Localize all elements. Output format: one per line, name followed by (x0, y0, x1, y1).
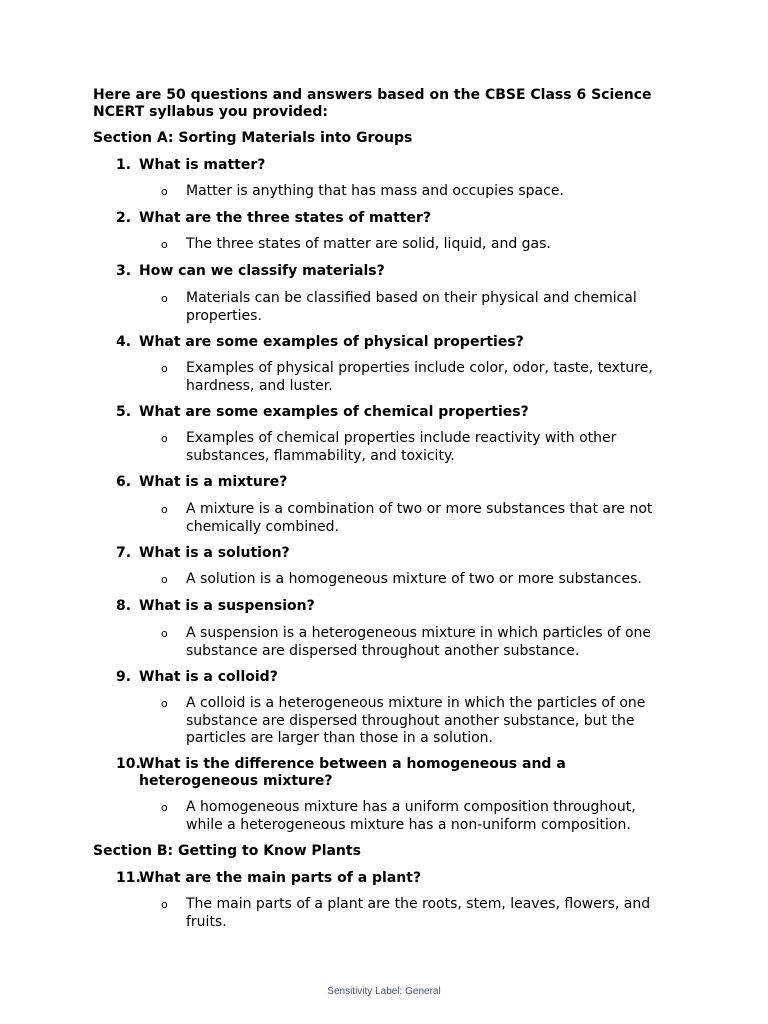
answer-text: The main parts of a plant are the roots, stem, leaves, flowers, and fruits. (186, 896, 651, 930)
answer-text: Matter is anything that has mass and occupies space. (186, 183, 564, 199)
bullet-icon: o (161, 362, 168, 375)
section-heading-b: Section B: Getting to Know Plants (93, 843, 361, 859)
answer-text: A solution is a homogeneous mixture of two or more substances. (186, 571, 642, 587)
question-number: 5. (116, 404, 132, 420)
question-item (116, 756, 676, 790)
answer-item (161, 430, 661, 465)
answer-text: A suspension is a heterogeneous mixture in which particles of one substance are dispersed throughout another substance. (186, 625, 652, 659)
answer-text: The three states of matter are solid, liquid, and gas. (186, 236, 551, 252)
bullet-icon: o (161, 432, 168, 445)
sensitivity-label: Sensitivity Label: General (327, 986, 441, 997)
answer-text: A homogeneous mixture has a uniform composition throughout, while a heterogeneous mixture has a non-uniform composition. (186, 799, 636, 833)
bullet-icon: o (161, 503, 168, 516)
question-number: 4. (116, 334, 132, 350)
question-text: What are the main parts of a plant? (139, 870, 422, 886)
answer-text: Examples of physical properties include color, odor, taste, texture, hardness, and luster. (186, 360, 653, 394)
bullet-icon: o (161, 898, 168, 911)
question-text: What is a solution? (139, 545, 290, 561)
question-item (116, 157, 676, 174)
section-heading-a: Section A: Sorting Materials into Groups (93, 130, 413, 146)
answer-item (161, 896, 661, 931)
answer-item (161, 625, 661, 660)
answer-item (161, 799, 661, 834)
answer-item (161, 360, 661, 395)
question-text: How can we classify materials? (139, 263, 385, 279)
question-number: 1. (116, 157, 132, 173)
question-text: What is the difference between a homogeneous and a heterogeneous mixture? (139, 756, 566, 789)
question-text: What is a mixture? (139, 474, 288, 490)
answer-item (161, 501, 661, 536)
question-number: 2. (116, 210, 132, 226)
bullet-icon: o (161, 238, 168, 251)
intro-text: Here are 50 questions and answers based on the CBSE Class 6 Science NCERT syllabus you provided: (93, 87, 652, 120)
bullet-icon: o (161, 627, 168, 640)
question-text: What is matter? (139, 157, 266, 173)
answer-text: A mixture is a combination of two or more substances that are not chemically combined. (186, 501, 653, 535)
question-number: 3. (116, 263, 132, 279)
question-item (116, 210, 676, 227)
question-number: 10. (116, 756, 141, 772)
question-number: 8. (116, 598, 132, 614)
answer-item (161, 290, 661, 325)
question-item (116, 404, 676, 421)
question-item (116, 598, 676, 615)
question-item (116, 545, 676, 562)
question-text: What is a colloid? (139, 669, 278, 685)
question-number: 9. (116, 669, 132, 685)
question-item (116, 263, 676, 280)
question-item (116, 474, 676, 491)
question-item (116, 669, 676, 686)
answer-text: Materials can be classified based on their physical and chemical properties. (186, 290, 637, 324)
answer-item (161, 695, 661, 748)
question-text: What is a suspension? (139, 598, 315, 614)
answer-item (161, 183, 661, 201)
question-number: 11. (116, 870, 141, 886)
answer-item (161, 236, 661, 254)
bullet-icon: o (161, 185, 168, 198)
question-item (116, 334, 676, 351)
answer-item (161, 571, 661, 589)
bullet-icon: o (161, 801, 168, 814)
question-number: 6. (116, 474, 132, 490)
answer-text: Examples of chemical properties include reactivity with other substances, flammability, and toxicity. (186, 430, 617, 464)
answer-text: A colloid is a heterogeneous mixture in which the particles of one substance are dispersed throughout another substance, but the particles are larger than those in a solution. (186, 695, 646, 746)
question-item (116, 870, 676, 887)
question-text: What are some examples of chemical properties? (139, 404, 529, 420)
question-number: 7. (116, 545, 132, 561)
bullet-icon: o (161, 292, 168, 305)
question-text: What are the three states of matter? (139, 210, 431, 226)
bullet-icon: o (161, 697, 168, 710)
bullet-icon: o (161, 573, 168, 586)
question-text: What are some examples of physical properties? (139, 334, 524, 350)
